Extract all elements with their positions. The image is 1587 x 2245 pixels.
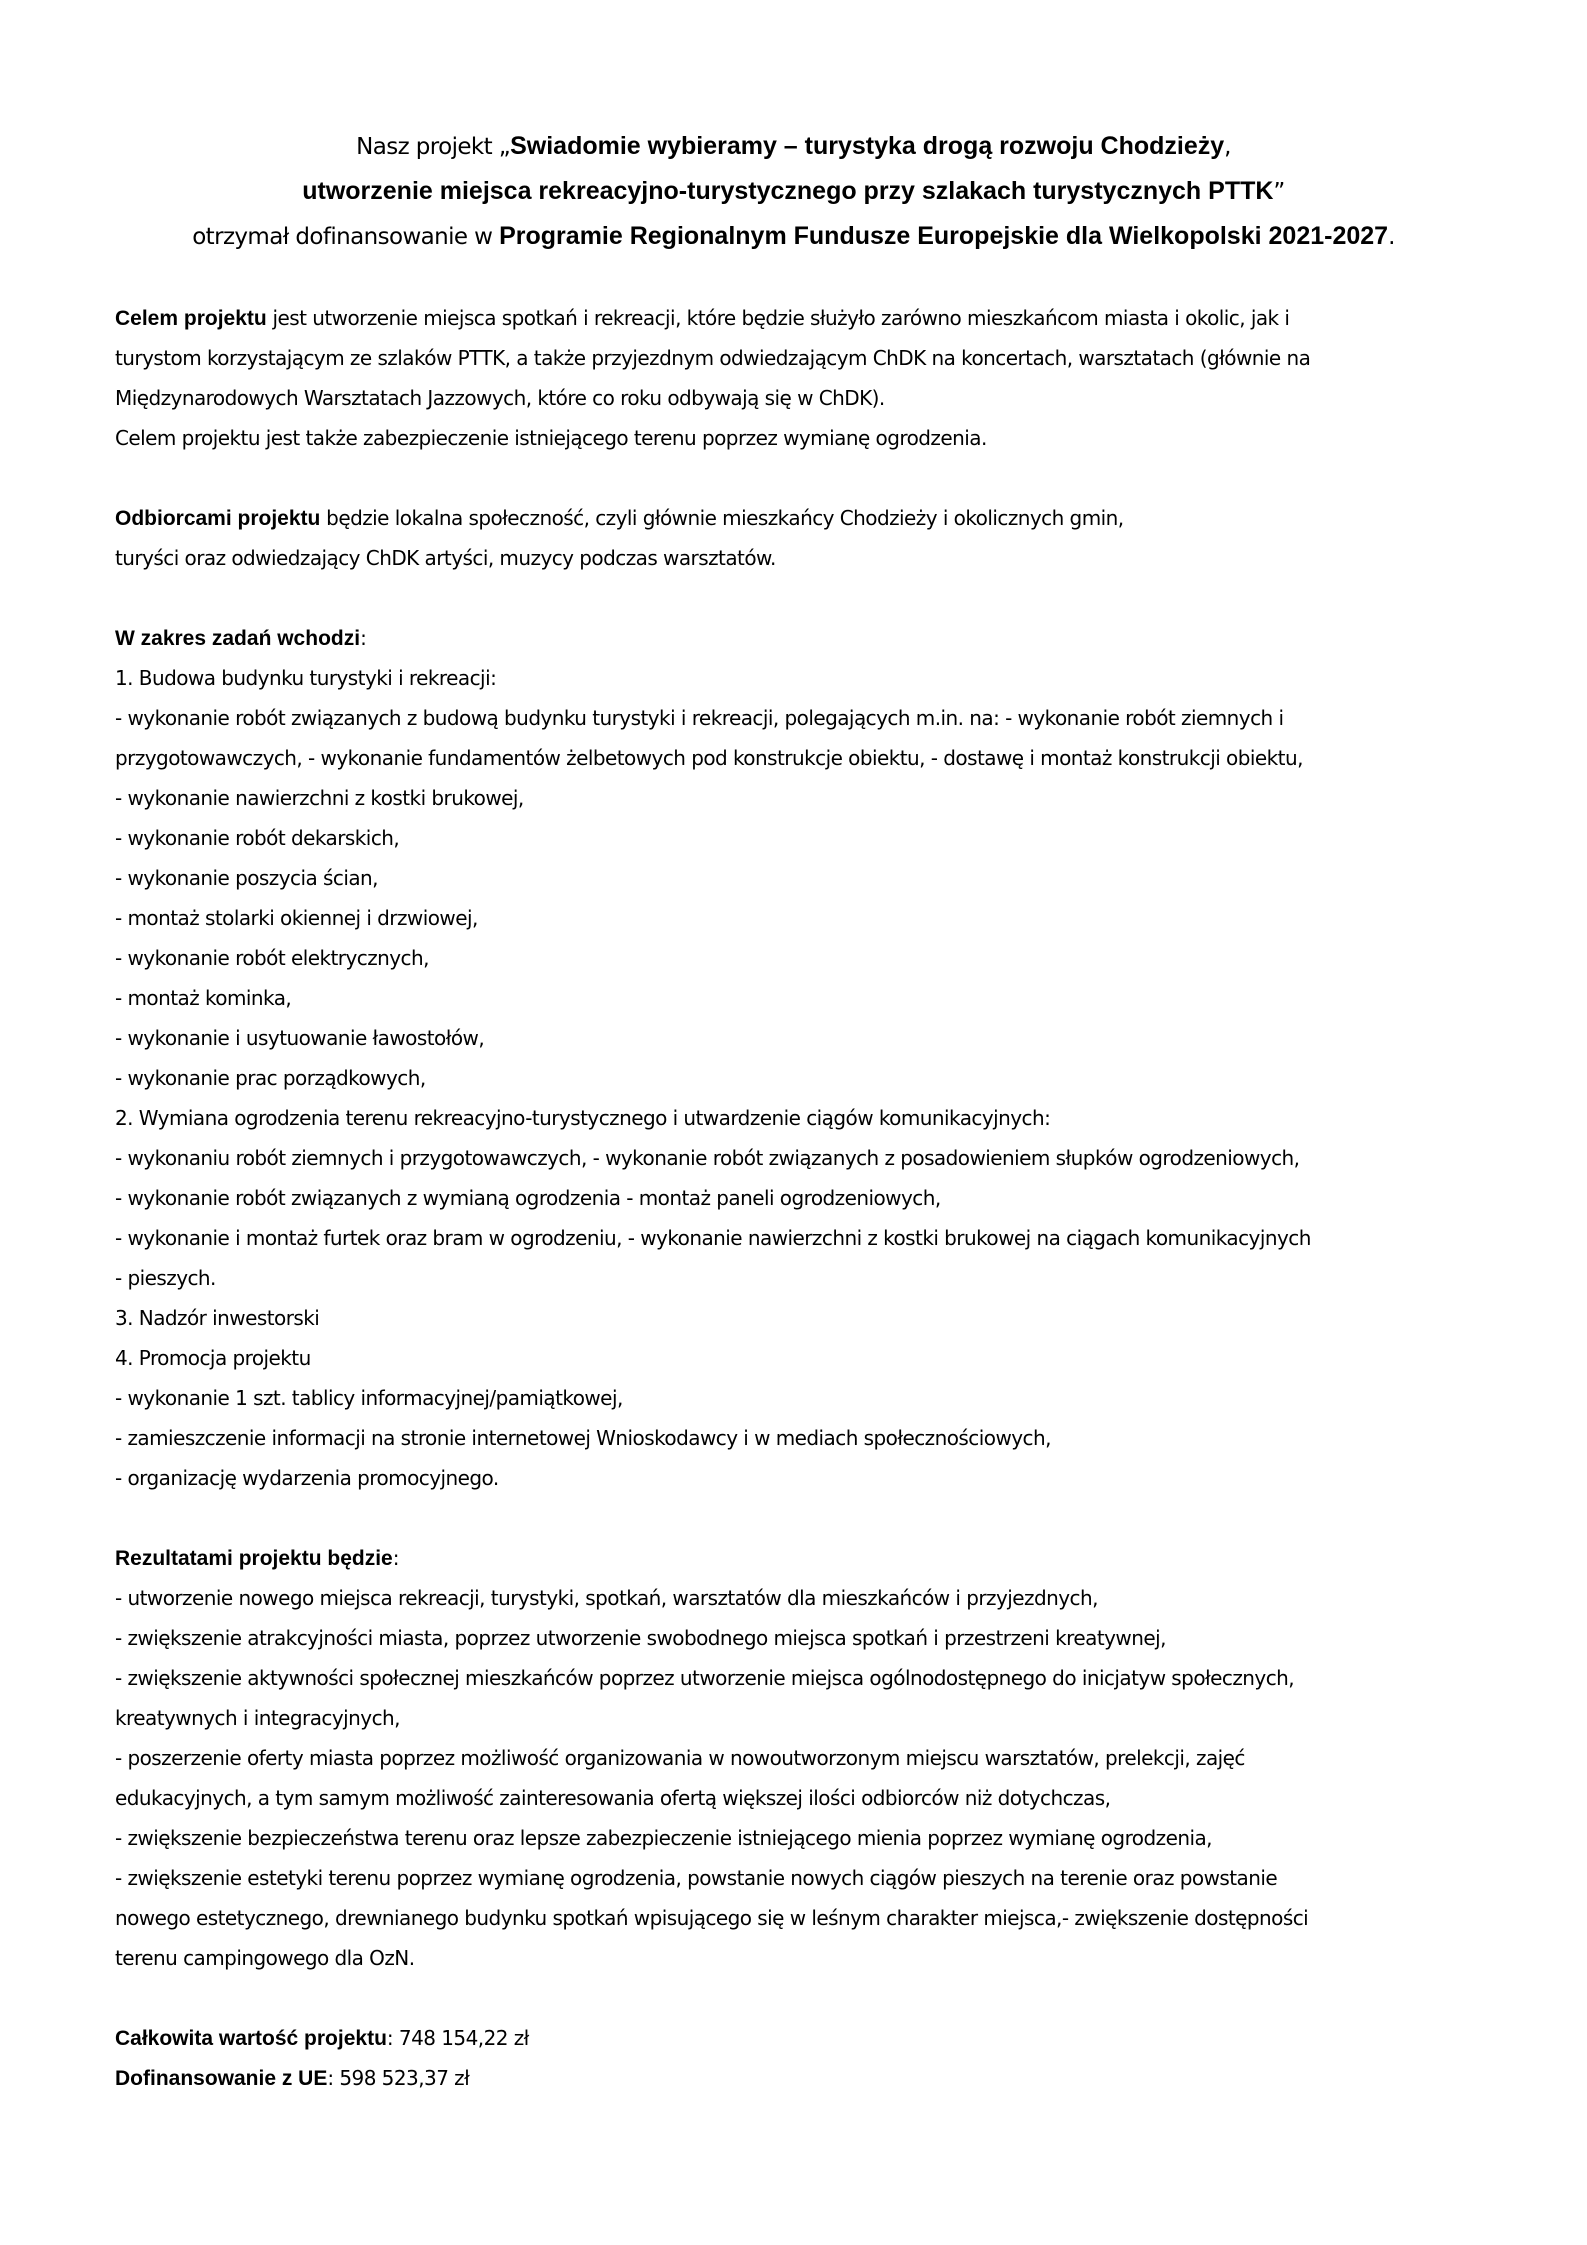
financials-section [115, 2018, 1485, 2098]
goal-line: Celem projektu jest utworzenie miejsca spotkań i rekreacji, które będzie służyło zarówno mieszkańcom miasta i okolic, jak i [115, 306, 1290, 330]
total-value: : 748 154,22 zł [386, 2026, 529, 2050]
total-value-label: Całkowita wartość projektu [115, 2027, 387, 2050]
goal-line: turystom korzystającym ze szlaków PTTK, a także przyjezdnym odwiedzającym ChDK na koncertach, warsztatach (głównie na [115, 346, 1311, 370]
recipients-label: Odbiorcami projektu [115, 507, 321, 530]
task-line: - montaż stolarki okiennej i drzwiowej, [115, 906, 478, 930]
eu-funding-label: Dofinansowanie z UE [115, 2067, 328, 2090]
recipients-line: Odbiorcami projektu będzie lokalna społeczność, czyli głównie mieszkańcy Chodzieży i okolicznych gmin, [115, 506, 1124, 530]
task-line: - wykonanie 1 szt. tablicy informacyjnej/pamiątkowej, [115, 1386, 623, 1410]
task-line: 1. Budowa budynku turystyki i rekreacji: [115, 666, 497, 690]
spacer [115, 458, 1485, 498]
spacer [115, 1978, 1485, 2018]
title-line-2: utworzenie miejsca rekreacyjno-turystycznego przy szlakach turystycznych PTTK” [302, 177, 1285, 205]
result-line: - zwiększenie bezpieczeństwa terenu oraz lepsze zabezpieczenie istniejącego mienia poprzez wymianę ogrodzenia, [115, 1826, 1212, 1850]
tasks-heading: W zakres zadań wchodzi: [115, 626, 367, 650]
spacer [115, 1498, 1485, 1538]
recipients-line: turyści oraz odwiedzający ChDK artyści, muzycy podczas warsztatów. [115, 546, 776, 570]
document-title [0, 124, 1587, 259]
result-line: terenu campingowego dla OzN. [115, 1946, 415, 1970]
result-line: - zwiększenie aktywności społecznej mieszkańców poprzez utworzenie miejsca ogólnodostępnego do inicjatyw społecznych, [115, 1666, 1295, 1690]
task-line: - wykonanie nawierzchni z kostki brukowej, [115, 786, 524, 810]
result-line: - zwiększenie atrakcyjności miasta, poprzez utworzenie swobodnego miejsca spotkań i przestrzeni kreatywnej, [115, 1626, 1166, 1650]
task-line: - wykonanie robót związanych z budową budynku turystyki i rekreacji, polegających m.in. na: - wykonanie robót ziemnych i [115, 706, 1284, 730]
result-line: kreatywnych i integracyjnych, [115, 1706, 400, 1730]
result-line: - poszerzenie oferty miasta poprzez możliwość organizowania w nowoutworzonym miejscu warsztatów, prelekcji, zajęć [115, 1746, 1245, 1770]
task-line: - wykonanie robót elektrycznych, [115, 946, 429, 970]
title-line-1: Nasz projekt „Swiadomie wybieramy – turystyka drogą rozwoju Chodzieży, [356, 132, 1231, 160]
document-body [115, 298, 1485, 2098]
goal-section [115, 298, 1485, 458]
task-line: - wykonanie robót dekarskich, [115, 826, 400, 850]
task-line: - pieszych. [115, 1266, 216, 1290]
goal-label: Celem projektu [115, 307, 267, 330]
tasks-section [115, 618, 1485, 1498]
result-line: - utworzenie nowego miejsca rekreacji, turystyki, spotkań, warsztatów dla mieszkańców i przyjezdnych, [115, 1586, 1098, 1610]
eu-funding-line [115, 2058, 1485, 2098]
eu-funding-value: : 598 523,37 zł [327, 2066, 470, 2090]
task-line: - wykonanie prac porządkowych, [115, 1066, 426, 1090]
task-line: - montaż kominka, [115, 986, 292, 1010]
task-line: przygotowawczych, - wykonanie fundamentów żelbetowych pod konstrukcje obiektu, - dostawę i montaż konstrukcji obiektu, [115, 746, 1303, 770]
goal-line: Międzynarodowych Warsztatach Jazzowych, które co roku odbywają się w ChDK). [115, 386, 885, 410]
task-line: 2. Wymiana ogrodzenia terenu rekreacyjno-turystycznego i utwardzenie ciągów komunikacyjnych: [115, 1106, 1051, 1130]
title-line-3: otrzymał dofinansowanie w Programie Regionalnym Fundusze Europejskie dla Wielkopolski 2021-2027. [192, 222, 1395, 250]
task-line: - wykonanie i montaż furtek oraz bram w ogrodzeniu, - wykonanie nawierzchni z kostki brukowej na ciągach komunikacyjnych [115, 1226, 1311, 1250]
spacer [115, 578, 1485, 618]
task-line: - zamieszczenie informacji na stronie internetowej Wnioskodawcy i w mediach społecznościowych, [115, 1426, 1051, 1450]
total-value-line [115, 2018, 1485, 2058]
task-line: - wykonanie poszycia ścian, [115, 866, 378, 890]
task-line: - wykonanie robót związanych z wymianą ogrodzenia - montaż paneli ogrodzeniowych, [115, 1186, 941, 1210]
result-line: nowego estetycznego, drewnianego budynku spotkań wpisującego się w leśnym charakter miejsca,- zwiększenie dostępności [115, 1906, 1309, 1930]
results-heading: Rezultatami projektu będzie: [115, 1546, 399, 1570]
goal-line: Celem projektu jest także zabezpieczenie istniejącego terenu poprzez wymianę ogrodzenia. [115, 426, 987, 450]
task-line: 3. Nadzór inwestorski [115, 1306, 320, 1330]
results-section [115, 1538, 1485, 1978]
recipients-section [115, 498, 1485, 578]
task-line: - wykonaniu robót ziemnych i przygotowawczych, - wykonanie robót związanych z posadowieniem słupków ogrodzeniowych, [115, 1146, 1300, 1170]
task-line: 4. Promocja projektu [115, 1346, 311, 1370]
result-line: edukacyjnych, a tym samym możliwość zainteresowania ofertą większej ilości odbiorców niż dotychczas, [115, 1786, 1111, 1810]
result-line: - zwiększenie estetyki terenu poprzez wymianę ogrodzenia, powstanie nowych ciągów pieszych na terenie oraz powstanie [115, 1866, 1278, 1890]
task-line: - organizację wydarzenia promocyjnego. [115, 1466, 499, 1490]
task-line: - wykonanie i usytuowanie ławostołów, [115, 1026, 485, 1050]
